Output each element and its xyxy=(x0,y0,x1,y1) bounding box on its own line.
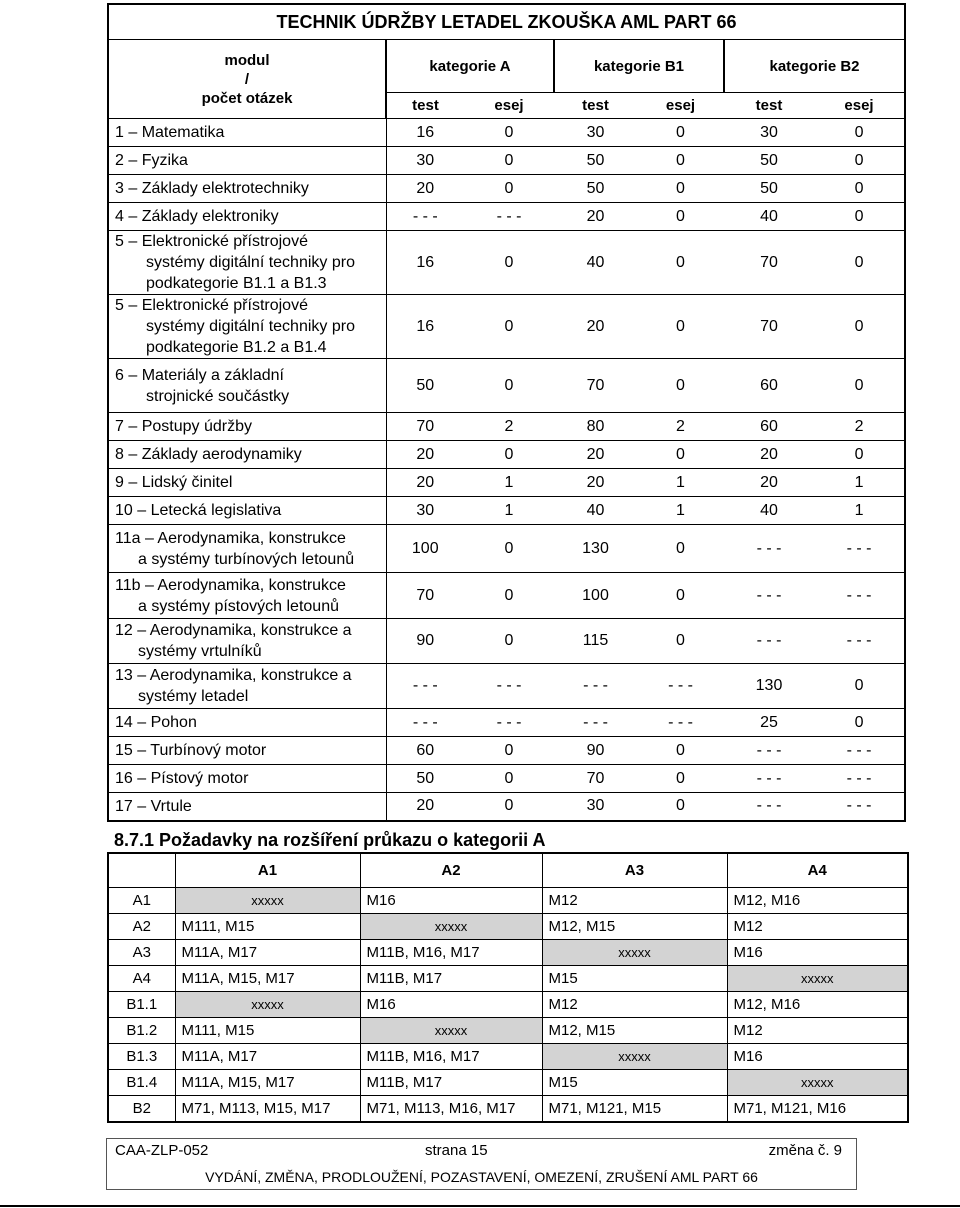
module-value: 0 xyxy=(464,295,554,359)
module-value: 20 xyxy=(554,441,637,469)
module-value: 0 xyxy=(637,525,724,573)
module-name-line: 15 – Turbínový motor xyxy=(115,742,267,759)
module-header-line: počet otázek xyxy=(201,89,293,107)
column-header: A4 xyxy=(727,853,908,888)
extension-cell: M12, M16 xyxy=(727,992,908,1018)
exam-table xyxy=(107,3,906,822)
module-name xyxy=(108,497,386,525)
module-value: 30 xyxy=(386,147,464,175)
sub-header: esej xyxy=(637,93,724,119)
module-name-line: podkategorie B1.1 a B1.3 xyxy=(146,275,327,292)
module-name xyxy=(108,413,386,441)
module-value: 0 xyxy=(464,525,554,573)
extension-row xyxy=(108,914,908,940)
module-name xyxy=(108,619,386,664)
module-value: 0 xyxy=(464,619,554,664)
extension-row xyxy=(108,1070,908,1096)
module-name-line: 17 – Vrtule xyxy=(115,797,192,815)
extension-cell: M12, M15 xyxy=(542,914,727,940)
module-name xyxy=(108,203,386,231)
module-name xyxy=(108,295,386,359)
extension-cell: xxxxx xyxy=(727,1070,908,1096)
module-value: 0 xyxy=(637,441,724,469)
module-value: 2 xyxy=(464,413,554,441)
module-value: 0 xyxy=(637,295,724,359)
module-value: 0 xyxy=(814,295,905,359)
module-row xyxy=(108,147,905,175)
sub-header: test xyxy=(724,93,814,119)
module-value: 80 xyxy=(554,413,637,441)
module-name-line: podkategorie B1.2 a B1.4 xyxy=(146,339,327,356)
module-value: 90 xyxy=(554,737,637,765)
module-name-line: 13 – Aerodynamika, konstrukce a xyxy=(115,667,352,684)
module-value: - - - xyxy=(724,573,814,619)
module-value: 0 xyxy=(814,231,905,295)
extension-cell: M12 xyxy=(727,1018,908,1044)
module-name-line: 12 – Aerodynamika, konstrukce a xyxy=(115,622,352,639)
module-value: 0 xyxy=(464,147,554,175)
extension-cell: M12 xyxy=(727,914,908,940)
extension-cell: M15 xyxy=(542,966,727,992)
module-value: 1 xyxy=(637,497,724,525)
sub-header: esej xyxy=(464,93,554,119)
module-value: 0 xyxy=(464,573,554,619)
module-header-line: modul xyxy=(224,51,270,69)
column-header: A1 xyxy=(175,853,360,888)
module-name-line: 16 – Pístový motor xyxy=(115,770,249,787)
module-value: 60 xyxy=(386,737,464,765)
extension-row xyxy=(108,940,908,966)
module-value: 70 xyxy=(554,359,637,413)
module-name-line: 3 – Základy elektrotechniky xyxy=(115,180,309,197)
module-value: 0 xyxy=(464,175,554,203)
extension-cell: M11B, M16, M17 xyxy=(360,940,542,966)
module-value: - - - xyxy=(814,737,905,765)
module-value: 20 xyxy=(724,441,814,469)
module-value: - - - xyxy=(814,619,905,664)
module-row xyxy=(108,295,905,359)
module-value: 0 xyxy=(637,231,724,295)
extension-row xyxy=(108,888,908,914)
module-value: 0 xyxy=(637,119,724,147)
module-value: 30 xyxy=(386,497,464,525)
module-value: - - - xyxy=(464,709,554,737)
module-name xyxy=(108,119,386,147)
row-header: B1.3 xyxy=(108,1044,175,1070)
module-name xyxy=(108,441,386,469)
extension-cell: xxxxx xyxy=(727,966,908,992)
module-value: 2 xyxy=(637,413,724,441)
module-value: - - - xyxy=(814,765,905,793)
module-name-line: 1 – Matematika xyxy=(115,124,225,141)
module-value: 50 xyxy=(386,765,464,793)
extension-cell: M111, M15 xyxy=(175,1018,360,1044)
module-value: - - - xyxy=(724,525,814,573)
footer-page: strana 15 xyxy=(425,1142,488,1159)
module-value: - - - xyxy=(637,664,724,709)
module-value: 1 xyxy=(464,497,554,525)
module-name xyxy=(108,525,386,573)
module-value: 20 xyxy=(386,175,464,203)
module-value: 0 xyxy=(814,359,905,413)
extension-cell: M12 xyxy=(542,992,727,1018)
extension-cell: xxxxx xyxy=(542,1044,727,1070)
module-value: 0 xyxy=(464,119,554,147)
module-name-line: 7 – Postupy údržby xyxy=(115,418,252,435)
module-row xyxy=(108,664,905,709)
module-value: 50 xyxy=(386,359,464,413)
module-value: - - - xyxy=(724,619,814,664)
module-value: - - - xyxy=(814,525,905,573)
extension-cell: M11B, M16, M17 xyxy=(360,1044,542,1070)
module-name-line: 5 – Elektronické přístrojové xyxy=(115,297,308,314)
module-value: 50 xyxy=(554,175,637,203)
corner-header xyxy=(108,853,175,888)
module-value: 1 xyxy=(814,469,905,497)
extension-cell: M16 xyxy=(360,888,542,914)
footer-change: změna č. 9 xyxy=(768,1142,842,1159)
module-value: - - - xyxy=(724,793,814,821)
module-row xyxy=(108,203,905,231)
module-value: - - - xyxy=(386,709,464,737)
module-name-line: 2 – Fyzika xyxy=(115,152,188,169)
row-header: B1.4 xyxy=(108,1070,175,1096)
module-name-line: strojnické součástky xyxy=(146,387,290,405)
module-value: 100 xyxy=(386,525,464,573)
extension-cell: M16 xyxy=(360,992,542,1018)
module-value: 1 xyxy=(814,497,905,525)
module-row xyxy=(108,619,905,664)
extension-cell: M16 xyxy=(727,940,908,966)
module-value: 130 xyxy=(554,525,637,573)
row-header: A1 xyxy=(108,888,175,914)
module-value: 1 xyxy=(637,469,724,497)
extension-cell: M71, M113, M15, M17 xyxy=(175,1096,360,1123)
module-row xyxy=(108,175,905,203)
row-header: B1.1 xyxy=(108,992,175,1018)
row-header: A4 xyxy=(108,966,175,992)
extension-cell: M11A, M17 xyxy=(175,940,360,966)
module-value: 40 xyxy=(724,497,814,525)
module-row xyxy=(108,413,905,441)
module-value: 0 xyxy=(464,359,554,413)
module-value: 0 xyxy=(464,737,554,765)
module-name xyxy=(108,709,386,737)
module-value: 0 xyxy=(637,573,724,619)
module-value: 70 xyxy=(724,295,814,359)
module-value: 0 xyxy=(814,119,905,147)
module-value: 70 xyxy=(554,765,637,793)
extension-row xyxy=(108,1044,908,1070)
extension-cell: xxxxx xyxy=(175,888,360,914)
module-value: - - - xyxy=(724,765,814,793)
module-value: 0 xyxy=(814,203,905,231)
module-value: 0 xyxy=(814,441,905,469)
module-value: - - - xyxy=(386,203,464,231)
extension-cell: xxxxx xyxy=(175,992,360,1018)
module-value: 20 xyxy=(554,295,637,359)
module-value: 70 xyxy=(724,231,814,295)
module-value: - - - xyxy=(464,203,554,231)
module-value: 20 xyxy=(386,469,464,497)
extension-cell: M111, M15 xyxy=(175,914,360,940)
module-name-line: a systémy turbínových letounů xyxy=(138,550,355,568)
footer xyxy=(106,1138,857,1190)
module-name-line: a systémy pístových letounů xyxy=(138,597,339,615)
module-name xyxy=(108,573,386,619)
module-value: 70 xyxy=(386,573,464,619)
extension-cell: M11B, M17 xyxy=(360,966,542,992)
module-value: 20 xyxy=(386,793,464,821)
module-name-line: systémy digitální techniky pro xyxy=(146,318,355,335)
module-value: - - - xyxy=(464,664,554,709)
module-row xyxy=(108,573,905,619)
category-b2-header: kategorie B2 xyxy=(724,40,905,93)
module-value: 30 xyxy=(554,119,637,147)
module-row xyxy=(108,231,905,295)
module-name xyxy=(108,793,386,821)
module-value: 115 xyxy=(554,619,637,664)
bottom-rule xyxy=(0,1205,960,1207)
module-value: 0 xyxy=(637,175,724,203)
module-name xyxy=(108,664,386,709)
module-header xyxy=(108,40,386,119)
extension-cell: M12, M16 xyxy=(727,888,908,914)
module-name xyxy=(108,231,386,295)
extension-cell: M15 xyxy=(542,1070,727,1096)
category-a-header: kategorie A xyxy=(386,40,554,93)
module-name-line: 9 – Lidský činitel xyxy=(115,474,233,491)
module-value: 50 xyxy=(724,175,814,203)
module-row xyxy=(108,469,905,497)
module-value: 30 xyxy=(554,793,637,821)
module-name-line: systémy letadel xyxy=(138,688,249,705)
sub-header: esej xyxy=(814,93,905,119)
module-value: - - - xyxy=(554,709,637,737)
module-name-line: 11a – Aerodynamika, konstrukce xyxy=(115,529,346,547)
module-value: 0 xyxy=(464,231,554,295)
module-value: 16 xyxy=(386,119,464,147)
extension-cell: M11A, M15, M17 xyxy=(175,1070,360,1096)
module-value: - - - xyxy=(554,664,637,709)
module-row xyxy=(108,765,905,793)
extension-cell: M12 xyxy=(542,888,727,914)
module-name xyxy=(108,175,386,203)
module-name xyxy=(108,765,386,793)
module-value: 20 xyxy=(554,469,637,497)
module-value: 0 xyxy=(637,737,724,765)
category-b1-header: kategorie B1 xyxy=(554,40,724,93)
module-value: 0 xyxy=(814,664,905,709)
extension-cell: xxxxx xyxy=(360,914,542,940)
module-value: 0 xyxy=(464,765,554,793)
module-value: 2 xyxy=(814,413,905,441)
row-header: B2 xyxy=(108,1096,175,1123)
module-value: 0 xyxy=(464,441,554,469)
module-value: 0 xyxy=(637,359,724,413)
module-value: 0 xyxy=(814,709,905,737)
module-value: 40 xyxy=(554,497,637,525)
module-name-line: 11b – Aerodynamika, konstrukce xyxy=(115,576,346,594)
section-title: 8.7.1 Požadavky na rozšíření průkazu o kategorii A xyxy=(114,830,546,850)
extension-cell: M11A, M17 xyxy=(175,1044,360,1070)
module-value: 130 xyxy=(724,664,814,709)
module-value: 40 xyxy=(554,231,637,295)
module-row xyxy=(108,737,905,765)
module-value: 16 xyxy=(386,295,464,359)
extension-row xyxy=(108,1096,908,1123)
module-value: - - - xyxy=(814,573,905,619)
module-value: 25 xyxy=(724,709,814,737)
row-header: A2 xyxy=(108,914,175,940)
extension-cell: M11A, M15, M17 xyxy=(175,966,360,992)
module-row xyxy=(108,119,905,147)
footer-doc-id: CAA-ZLP-052 xyxy=(115,1142,209,1159)
module-value: 40 xyxy=(724,203,814,231)
row-header: A3 xyxy=(108,940,175,966)
module-value: 70 xyxy=(386,413,464,441)
row-header: B1.2 xyxy=(108,1018,175,1044)
module-value: 20 xyxy=(724,469,814,497)
module-value: 1 xyxy=(464,469,554,497)
module-value: - - - xyxy=(637,709,724,737)
module-value: - - - xyxy=(814,793,905,821)
module-value: 60 xyxy=(724,413,814,441)
module-name-line: 6 – Materiály a základní xyxy=(115,366,284,384)
module-value: 0 xyxy=(637,793,724,821)
module-row xyxy=(108,709,905,737)
module-value: 30 xyxy=(724,119,814,147)
module-header-line: / xyxy=(244,70,250,88)
extension-cell: M16 xyxy=(727,1044,908,1070)
module-value: 0 xyxy=(637,203,724,231)
module-value: 0 xyxy=(814,147,905,175)
column-header: A2 xyxy=(360,853,542,888)
module-value: 90 xyxy=(386,619,464,664)
module-name-line: systémy vrtulníků xyxy=(138,643,262,660)
module-value: 0 xyxy=(637,147,724,175)
module-name xyxy=(108,469,386,497)
sub-header: test xyxy=(386,93,464,119)
module-name-line: 14 – Pohon xyxy=(115,714,197,731)
module-value: 0 xyxy=(464,793,554,821)
module-name xyxy=(108,147,386,175)
module-name-line: 4 – Základy elektroniky xyxy=(115,208,279,225)
module-row xyxy=(108,525,905,573)
module-name xyxy=(108,737,386,765)
module-value: 60 xyxy=(724,359,814,413)
module-value: 0 xyxy=(814,175,905,203)
module-row xyxy=(108,497,905,525)
extension-table xyxy=(107,852,909,1123)
extension-cell: xxxxx xyxy=(360,1018,542,1044)
module-value: 20 xyxy=(386,441,464,469)
extension-row xyxy=(108,966,908,992)
footer-subtitle: VYDÁNÍ, ZMĚNA, PRODLOUŽENÍ, POZASTAVENÍ, OMEZENÍ, ZRUŠENÍ AML PART 66 xyxy=(205,1169,758,1185)
module-value: 20 xyxy=(554,203,637,231)
column-header: A3 xyxy=(542,853,727,888)
extension-row xyxy=(108,1018,908,1044)
module-value: - - - xyxy=(724,737,814,765)
extension-cell: M11B, M17 xyxy=(360,1070,542,1096)
module-name-line: 8 – Základy aerodynamiky xyxy=(115,446,302,463)
module-value: 50 xyxy=(724,147,814,175)
module-value: 0 xyxy=(637,765,724,793)
module-row xyxy=(108,793,905,821)
extension-cell: M12, M15 xyxy=(542,1018,727,1044)
extension-cell: M71, M121, M16 xyxy=(727,1096,908,1123)
extension-cell: M71, M121, M15 xyxy=(542,1096,727,1123)
module-value: - - - xyxy=(386,664,464,709)
extension-cell: xxxxx xyxy=(542,940,727,966)
extension-row xyxy=(108,992,908,1018)
module-value: 0 xyxy=(637,619,724,664)
module-value: 16 xyxy=(386,231,464,295)
module-row xyxy=(108,441,905,469)
module-value: 50 xyxy=(554,147,637,175)
extension-cell: M71, M113, M16, M17 xyxy=(360,1096,542,1123)
module-name xyxy=(108,359,386,413)
module-name-line: 5 – Elektronické přístrojové xyxy=(115,233,308,250)
module-row xyxy=(108,359,905,413)
sub-header: test xyxy=(554,93,637,119)
module-name-line: systémy digitální techniky pro xyxy=(146,254,355,271)
module-value: 100 xyxy=(554,573,637,619)
exam-table-title: TECHNIK ÚDRŽBY LETADEL ZKOUŠKA AML PART 66 xyxy=(108,4,905,40)
module-name-line: 10 – Letecká legislativa xyxy=(115,502,282,519)
